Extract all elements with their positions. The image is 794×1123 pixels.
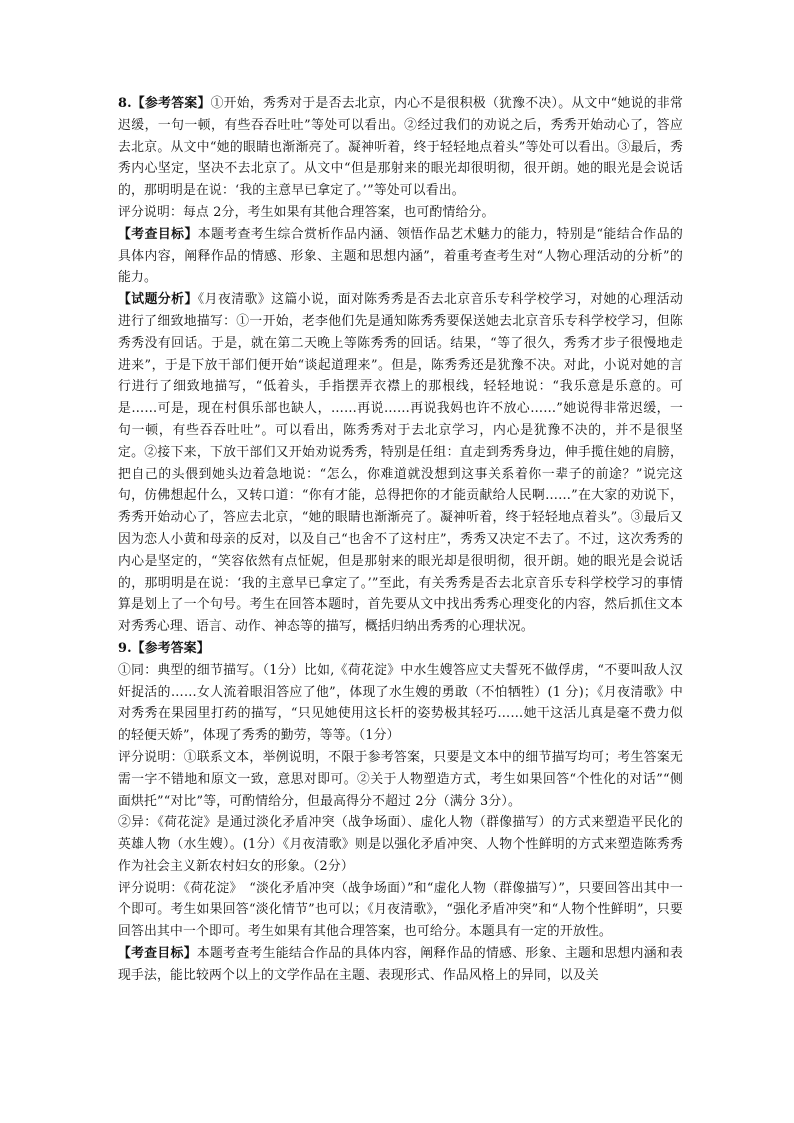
answer-9-label: 9.【参考答案】 [118, 640, 210, 656]
answer-9-difference [118, 812, 683, 877]
scoring-note-9a [118, 747, 683, 812]
scoring-note-9b-text: 评分说明：《荷花淀》 “淡化矛盾冲突（战争场面）”和“虚化人物（群像描写）”，只要回答出其中一个即可。考生如果回答“淡化情节”也可以；《月夜清歌》，“强化矛盾冲突”和“人物个性鲜明”，只要回答出其中一个即可。考生如果有其他合理答案，也可给分。本题具有一定的开放性。 [118, 880, 683, 940]
exam-objective-9 [118, 943, 683, 987]
scoring-note-8-text: 评分说明：每点 2分，考生如果有其他合理答案，也可酌情给分。 [118, 204, 495, 220]
answer-9-similarity-text: ①同：典型的细节描写。（1分）比如,《荷花淀》中水生嫂答应丈夫誓死不做俘虏，“不要叫敌人汉奸捉活的……女人流着眼泪答应了他”，体现了水生嫂的勇敢（不怕牺牲）(1 分)；《月夜清歌》中对秀秀在果园里打药的描写，“只见她使用这长杆的姿势极其轻巧……她干这活儿真是毫不费力似的轻便天娇”，体现了秀秀的勤劳，等等。（1分） [118, 662, 683, 744]
exam-objective-9-label: 【考查目标】 [118, 946, 197, 962]
answer-8-paragraph [118, 93, 683, 202]
exam-objective-8-text: 本题考查考生综合赏析作品内涵、领悟作品艺术魅力的能力，特别是“能结合作品的具体内容，阐释作品的情感、形象、主题和思想内涵”，着重考查考生对“人物心理活动的分析”的能力。 [118, 226, 683, 286]
answer-8-label: 8.【参考答案】 [118, 96, 211, 111]
document-page [118, 93, 683, 987]
question-analysis-8-label: 【试题分析】 [118, 292, 198, 308]
answer-9-heading [118, 638, 683, 660]
answer-9-similarity [118, 660, 683, 747]
exam-objective-8 [118, 224, 683, 289]
scoring-note-8 [118, 202, 683, 224]
exam-objective-9-text: 本题考查考生能结合作品的具体内容，阐释作品的情感、形象、主题和思想内涵和表现手法，能比较两个以上的文学作品在主题、表现形式、作品风格上的异同，以及关 [118, 946, 683, 983]
answer-9-difference-text: ②异：《荷花淀》是通过淡化矛盾冲突（战争场面）、虚化人物（群像描写）的方式来塑造平民化的英雄人物（水生嫂）。(1分）《月夜清歌》则是以强化矛盾冲突、人物个性鲜明的方式来塑造陈秀秀作为社会主义新农村妇女的形象。（2分） [118, 815, 683, 874]
question-analysis-8-text: 《月夜清歌》这篇小说，面对陈秀秀是否去北京音乐专科学校学习，对她的心理活动进行了细致地描写：①一开始，老李他们先是通知陈秀秀要保送她去北京音乐专科学校学习，但陈秀秀没有回话。于是，就在第二天晚上等陈秀秀的回话。结果，“等了很久，秀秀才步子很慢地走进来”，于是下放干部们便开始“谈起道理来”。但是，陈秀秀还是犹豫不决。对此，小说对她的言行进行了细致地描写，“低着头，手指摆弄衣襟上的那根线，轻轻地说：“我乐意是乐意的。可是……可是，现在村俱乐部也缺人，……再说……再说我妈也许不放心……”她说得非常迟缓，一句一顿，有些吞吞吐吐”。可以看出，陈秀秀对于去北京学习，内心是犹豫不决的，并不是很坚定。②接下来，下放干部们又开始劝说秀秀，特别是任组：直走到秀秀身边，伸手揽住她的肩膀，把自己的头偎到她头边着急地说：“怎么，你难道就没想到这事关系着你一辈子的前途？”说完这句，仿佛想起什么，又转口道：“你有才能，总得把你的才能贡献给人民啊……”在大家的劝说下，秀秀开始动心了，答应去北京，“她的眼睛也渐渐亮了。凝神听着，终于轻轻地点着头”。③最后又因为恋人小黄和母亲的反对，以及自己“也舍不了这村庄”，秀秀又决定不去了。不过，这次秀秀的内心是坚定的，“笑容依然有点怔妮，但是那射来的眼光却是很明彻，很开朗。她的眼光是会说话的，那明明是在说：‘我的主意早已拿定了。’”至此，有关秀秀是否去北京音乐专科学校学习的事情算是划上了一个句号。考生在回答本题时，首先要从文中找出秀秀心理变化的内容，然后抓住文本对秀秀心理、语言、动作、神态等的描写，概括归纳出秀秀的心理状况。 [118, 292, 684, 635]
exam-objective-8-label: 【考查目标】 [118, 226, 198, 242]
answer-8-text: ①开始，秀秀对于是否去北京，内心不是很积极（犹豫不决）。从文中“她说的非常迟缓，一句一顿，有些吞吞吐吐”等处可以看出。②经过我们的劝说之后，秀秀开始动心了，答应去北京。从文中“她的眼睛也渐渐亮了。凝神听着，终于轻轻地点着头”等处可以看出。③最后，秀秀内心坚定，坚决不去北京了。从文中“但是那射来的眼光却很明彻，很开朗。她的眼光是会说话的，那明明是在说：‘我的主意早已拿定了。’”等处可以看出。 [118, 96, 683, 199]
scoring-note-9b [118, 878, 683, 943]
question-analysis-8 [118, 289, 683, 638]
scoring-note-9a-text: 评分说明：①联系文本，举例说明，不限于参考答案，只要是文本中的细节描写均可；考生答案无需一字不错地和原文一致，意思对即可。②关于人物塑造方式，考生如果回答“个性化的对话”“侧面烘托”“对比”等，可酌情给分，但最高得分不超过 2分（满分 3分）。 [118, 749, 683, 809]
